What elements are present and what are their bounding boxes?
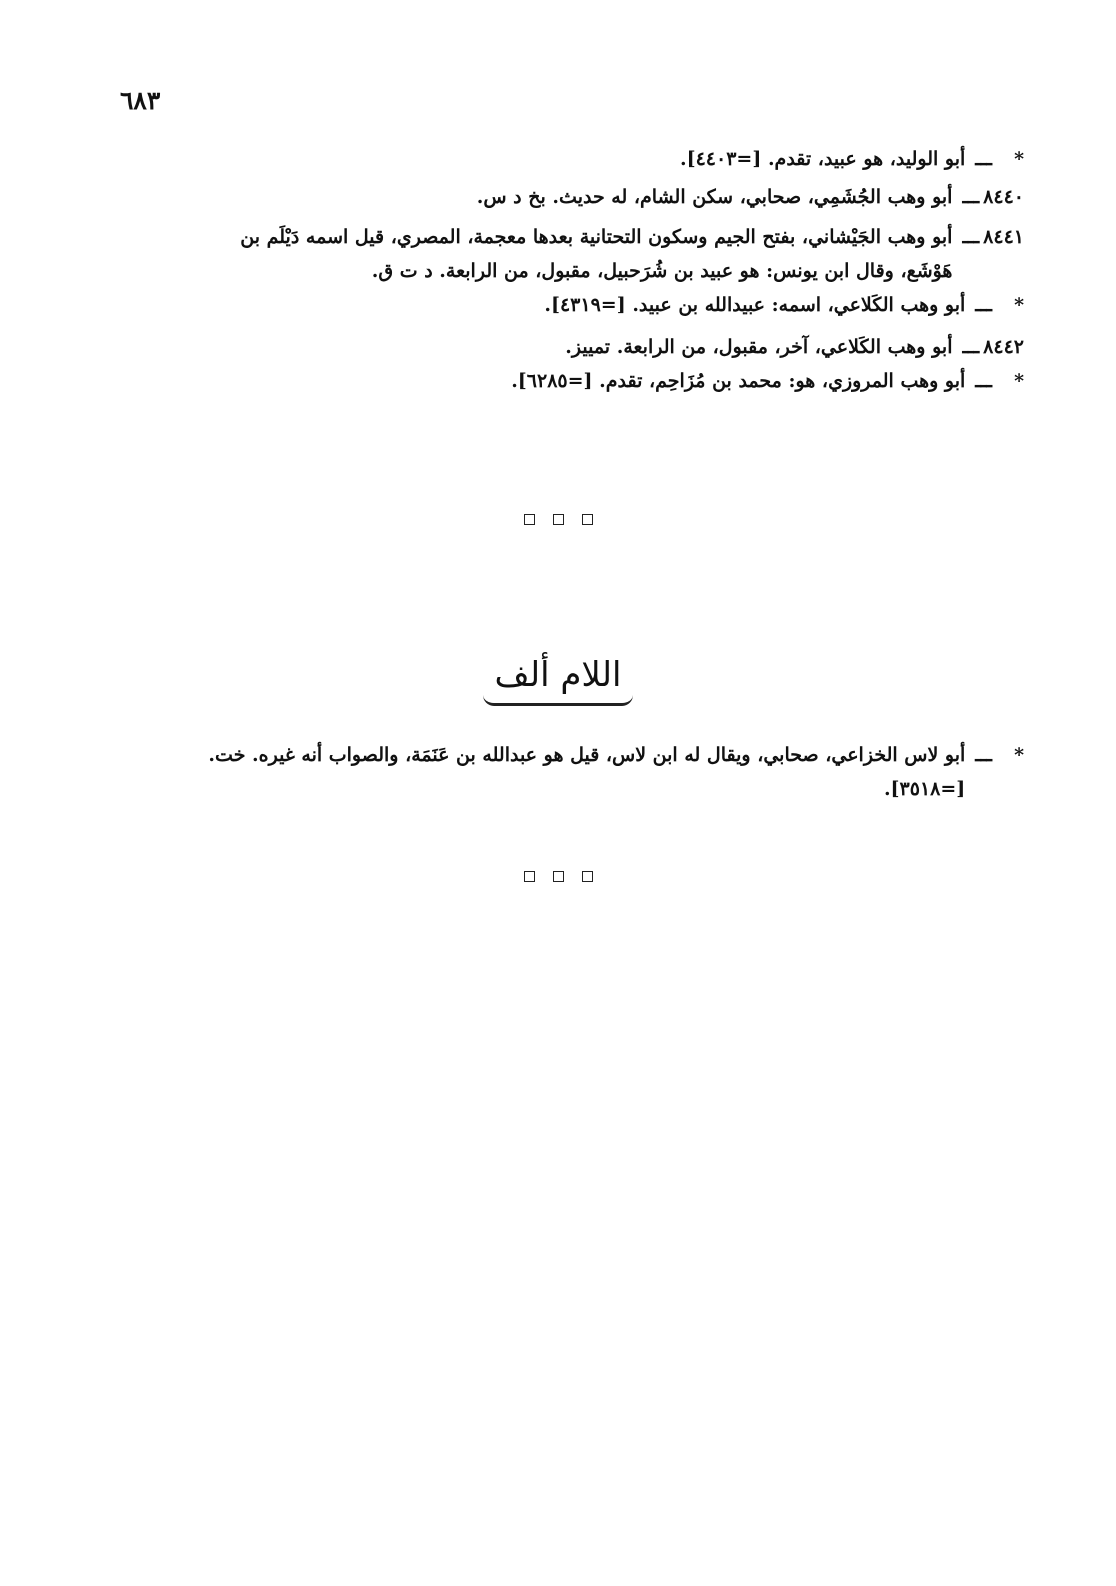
entry-8440 — [110, 180, 1024, 214]
chapter-heading — [0, 655, 1116, 706]
entry-dash: ـــ — [975, 294, 992, 316]
entry-line: أبو وهب الجَيْشاني، بفتح الجيم وسكون التحتانية بعدها معجمة، المصري، قيل اسمه دَيْلَم بن — [240, 226, 953, 248]
entries-section-1 — [110, 142, 1024, 398]
entry-abu-wahb-kalai-1 — [110, 288, 1024, 322]
entry-star-marker: * — [1014, 294, 1024, 316]
separator-square-icon — [553, 871, 564, 882]
entry-line: [=٣٥١٨]. — [883, 778, 966, 800]
entry-star-marker: * — [1014, 370, 1024, 392]
entry-line: أبو وهب الكَلاعي، اسمه: عبيدالله بن عبيد. [=٤٣١٩]. — [544, 294, 966, 316]
chapter-heading-text: اللام ألف — [494, 655, 622, 695]
entry-line: أبو الوليد، هو عبيد، تقدم. [=٤٤٠٣]. — [679, 148, 966, 170]
entry-text — [110, 220, 952, 288]
section-separator — [0, 871, 1116, 882]
entry-abu-al-walid — [110, 142, 1024, 176]
separator-square-icon — [582, 871, 593, 882]
entry-8442 — [110, 330, 1024, 364]
entry-dash: ـــ — [962, 226, 980, 248]
separator-square-icon — [582, 514, 593, 525]
entry-star-marker: * — [1014, 148, 1024, 170]
entry-line: هَوْشَع، وقال ابن يونس: هو عبيد بن شُرَحبيل، مقبول، من الرابعة. د ت ق. — [371, 260, 953, 282]
entry-number: ٨٤٤١ — [983, 226, 1024, 248]
entry-text — [110, 738, 965, 806]
entry-text — [110, 330, 952, 364]
entry-star-marker: * — [1014, 744, 1024, 766]
separator-square-icon — [553, 514, 564, 525]
entry-dash: ـــ — [975, 744, 992, 766]
entry-text — [110, 288, 965, 322]
page-number: ٦٨٣ — [120, 86, 161, 115]
entry-8441 — [110, 220, 1024, 288]
entry-number: ٨٤٤٠ — [983, 186, 1024, 208]
entry-text — [110, 180, 952, 214]
entry-abu-wahb-marwazi — [110, 364, 1024, 398]
entry-dash: ـــ — [962, 186, 980, 208]
entry-number: ٨٤٤٢ — [983, 336, 1024, 358]
entry-text — [110, 364, 965, 398]
heading-flourish — [483, 695, 633, 706]
separator-square-icon — [524, 514, 535, 525]
entry-abu-las — [110, 738, 1024, 806]
entry-dash: ـــ — [962, 336, 980, 358]
entries-section-2 — [110, 738, 1024, 806]
entry-line: أبو وهب الجُشَمِي، صحابي، سكن الشام، له حديث. بخ د س. — [476, 186, 953, 208]
entry-line: أبو وهب الكَلاعي، آخر، مقبول، من الرابعة. تمييز. — [565, 336, 953, 358]
entry-line: أبو لاس الخزاعي، صحابي، ويقال له ابن لاس، قيل هو عبدالله بن عَنَمَة، والصواب أنه غيره. خت. — [208, 744, 966, 766]
separator-square-icon — [524, 871, 535, 882]
entry-line: أبو وهب المروزي، هو: محمد بن مُزَاحِم، تقدم. [=٦٢٨٥]. — [511, 370, 966, 392]
entry-text — [110, 142, 965, 176]
section-separator — [0, 514, 1116, 525]
entry-dash: ـــ — [975, 370, 992, 392]
entry-dash: ـــ — [975, 148, 992, 170]
